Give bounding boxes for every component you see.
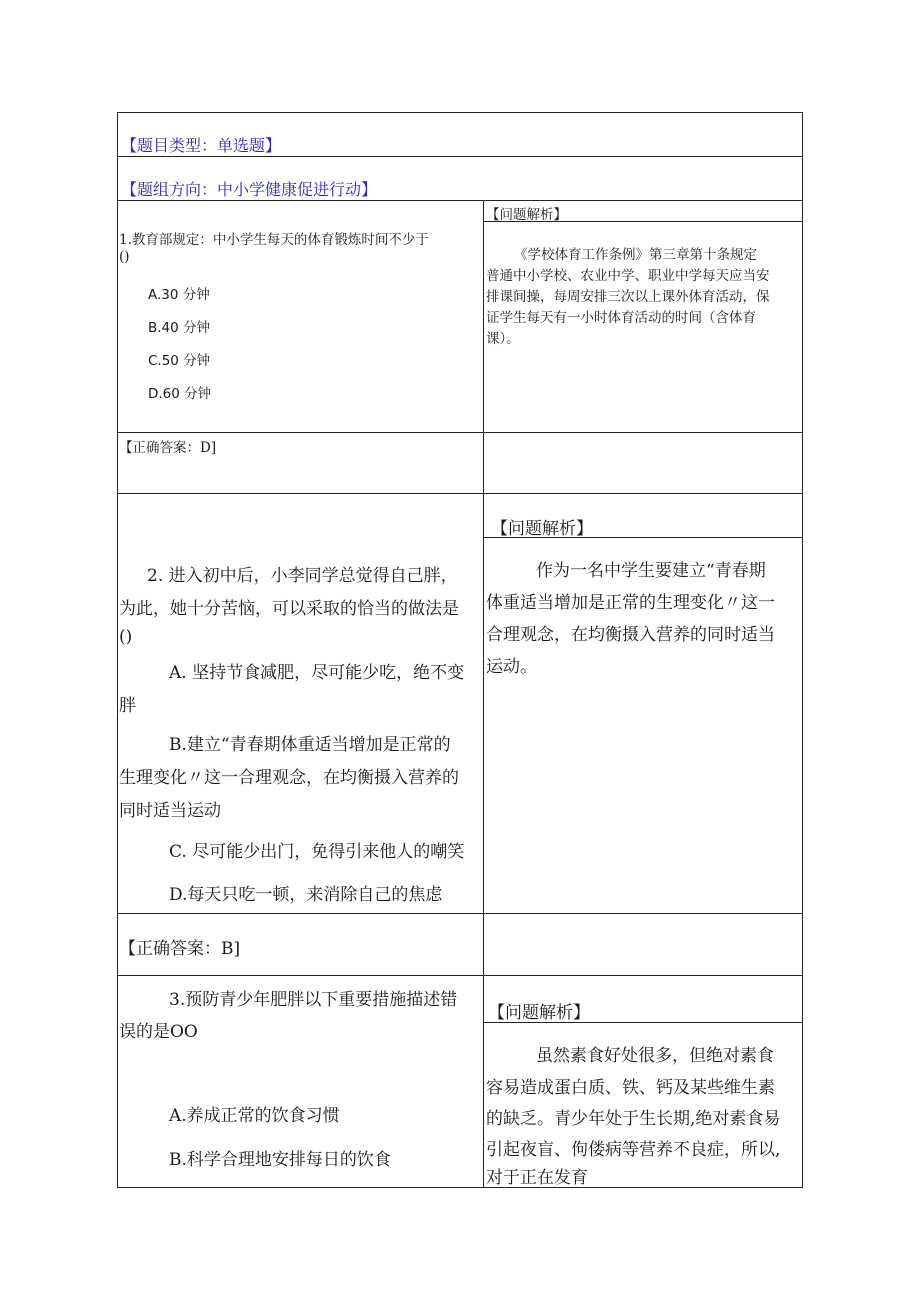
q2-stem-blank: () [119, 627, 133, 647]
q2-option-b: 生理变化〃这一合理观念，在均衡摄入营养的 [119, 768, 459, 788]
q3-option-b: B.科学合理地安排每日的饮食 [169, 1150, 391, 1170]
q2-analysis-line: 运动。 [486, 657, 537, 677]
q2-option-b: 同时适当运动 [119, 801, 221, 821]
row-divider [117, 432, 803, 433]
q2-analysis-line: 合理观念，在均衡摄入营养的同时适当 [486, 625, 775, 645]
q1-option-b: B.40 分钟 [148, 320, 211, 336]
q3-analysis-line: 对于正在发育 [486, 1168, 588, 1188]
q2-answer: 【正确答案：B] [119, 939, 241, 959]
row-divider [117, 975, 803, 976]
group-direction-label: 【题组方向：中小学健康促进行动】 [121, 180, 378, 199]
q1-option-d: D.60 分钟 [148, 386, 212, 402]
column-divider [483, 200, 484, 1188]
q1-stem: 1.教育部规定：中小学生每天的体育锻炼时间不少于 [119, 232, 429, 248]
question-type-label: 【题目类型：单选题】 [121, 136, 282, 155]
q2-option-a: 胖 [119, 696, 136, 716]
q1-analysis-line: 排课间操，每周安排三次以上课外体育活动，保 [486, 289, 770, 305]
q1-analysis-line: 普通中小学校、农业中学、职业中学每天应当安 [486, 268, 770, 284]
q2-option-b: B.建立“青春期体重适当增加是正常的 [169, 735, 451, 755]
q3-analysis-line: 容易造成蛋白质、铁、钙及某些维生素 [486, 1078, 775, 1098]
q2-stem: 为此，她十分苦恼，可以采取的恰当的做法是 [119, 599, 459, 619]
q1-answer: 【正确答案：D] [119, 440, 217, 456]
q1-option-c: C.50 分钟 [148, 353, 211, 369]
q2-stem: 2. 进入初中后，小李同学总觉得自己胖， [147, 566, 458, 586]
q2-analysis-line: 体重适当增加是正常的生理变化〃这一 [486, 593, 775, 613]
q3-analysis-line: 虽然素食好处很多，但绝对素食 [536, 1046, 774, 1066]
q2-option-a: A. 坚持节食减肥，尽可能少吃，绝不变 [169, 663, 465, 683]
q3-stem: 3.预防青少年肥胖以下重要措施描述错 [169, 990, 458, 1010]
row-divider [117, 200, 803, 201]
q2-option-c: C. 尽可能少出门，免得引来他人的嘲笑 [169, 842, 465, 862]
q2-analysis-title: 【问题解析】 [491, 519, 593, 539]
q3-analysis-title: 【问题解析】 [488, 1003, 590, 1023]
q3-stem: 误的是OO [119, 1022, 198, 1042]
q1-option-a: A.30 分钟 [148, 287, 210, 303]
q2-analysis-line: 作为一名中学生要建立“青春期 [536, 561, 766, 581]
q3-analysis-line: 引起夜盲、佝偻病等营养不良症，所以, [486, 1140, 781, 1160]
q1-analysis-line: 《学校体育工作条例》第三章第十条规定 [514, 247, 757, 263]
row-divider [117, 913, 803, 914]
q1-analysis-line: 课）。 [486, 331, 520, 347]
row-divider [117, 156, 803, 157]
q1-analysis-line: 证学生每天有一小时体育活动的时间（含体育 [486, 310, 756, 326]
row-divider [117, 493, 803, 494]
q1-analysis-title: 【问题解析】 [486, 207, 567, 223]
q3-option-a: A.养成正常的饮食习惯 [169, 1106, 340, 1126]
q2-option-d: D.每天只吃一顿，来消除自己的焦虑 [169, 885, 443, 905]
q3-analysis-line: 的缺乏。青少年处于生长期,绝对素食易 [486, 1109, 781, 1129]
q1-stem-blank: () [119, 249, 130, 265]
